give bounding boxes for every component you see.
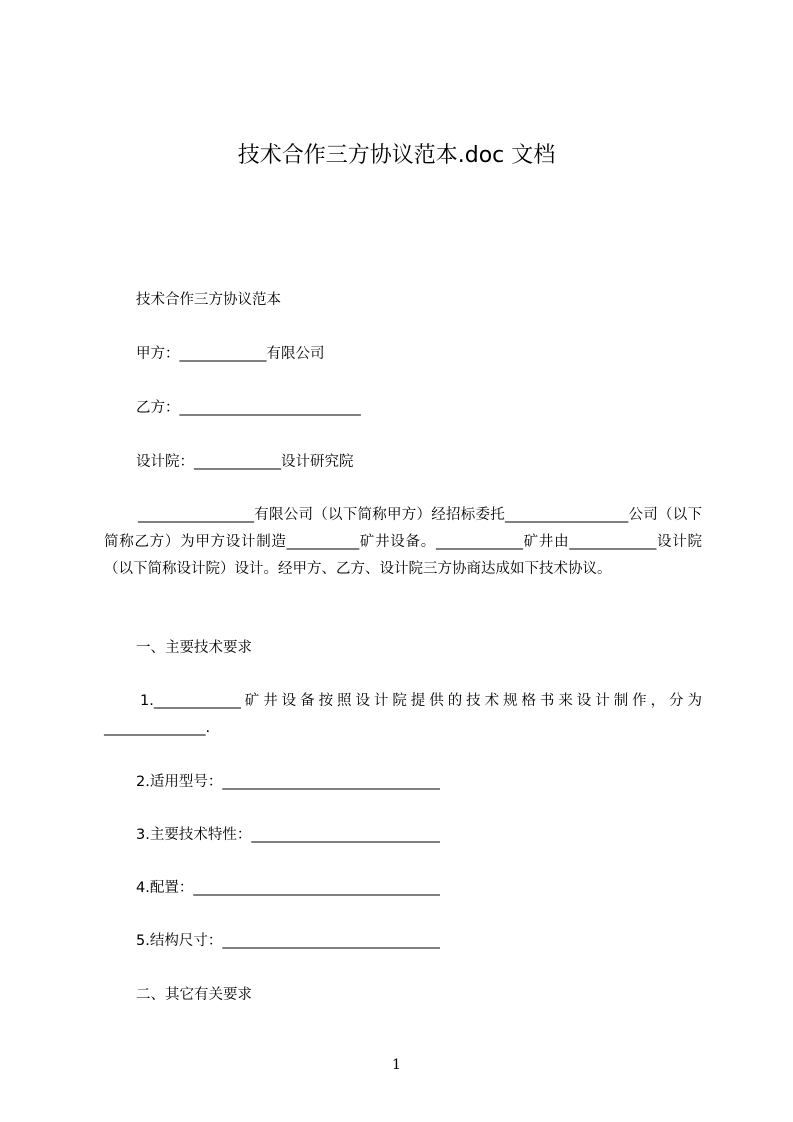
- agreement-heading: 技术合作三方协议范本: [136, 292, 281, 308]
- requirement-item-2: 2.适用型号：______________________________: [136, 774, 440, 790]
- requirement-item-5: 5.结构尺寸：______________________________: [136, 933, 440, 949]
- party-a-line: 甲方：____________有限公司: [136, 346, 325, 362]
- document-title: 技术合作三方协议范本.doc 文档: [237, 143, 556, 168]
- page-number: 1: [392, 1057, 401, 1073]
- party-b-line: 乙方：_________________________: [136, 400, 361, 416]
- intro-paragraph: ________________有限公司（以下简称甲方）经招标委托_________________公司（以下简称乙方）为甲方设计制造__________矿井设备。____________矿井由____________设计院（以下简称设计院）设计。经甲方、乙方、设计院三方协商达成如下技术协议。: [104, 507, 702, 577]
- requirement-item-1: 1.____________矿井设备按照设计院提供的技术规格书来设计制作，分为______________.: [104, 693, 702, 736]
- design-institute-line: 设计院：____________设计研究院: [136, 454, 354, 470]
- section-heading-technical-requirements: 一、主要技术要求: [136, 640, 252, 656]
- section-heading-other-requirements: 二、其它有关要求: [136, 987, 252, 1003]
- requirement-item-4: 4.配置：__________________________________: [136, 880, 440, 896]
- requirement-item-3: 3.主要技术特性：__________________________: [136, 827, 440, 843]
